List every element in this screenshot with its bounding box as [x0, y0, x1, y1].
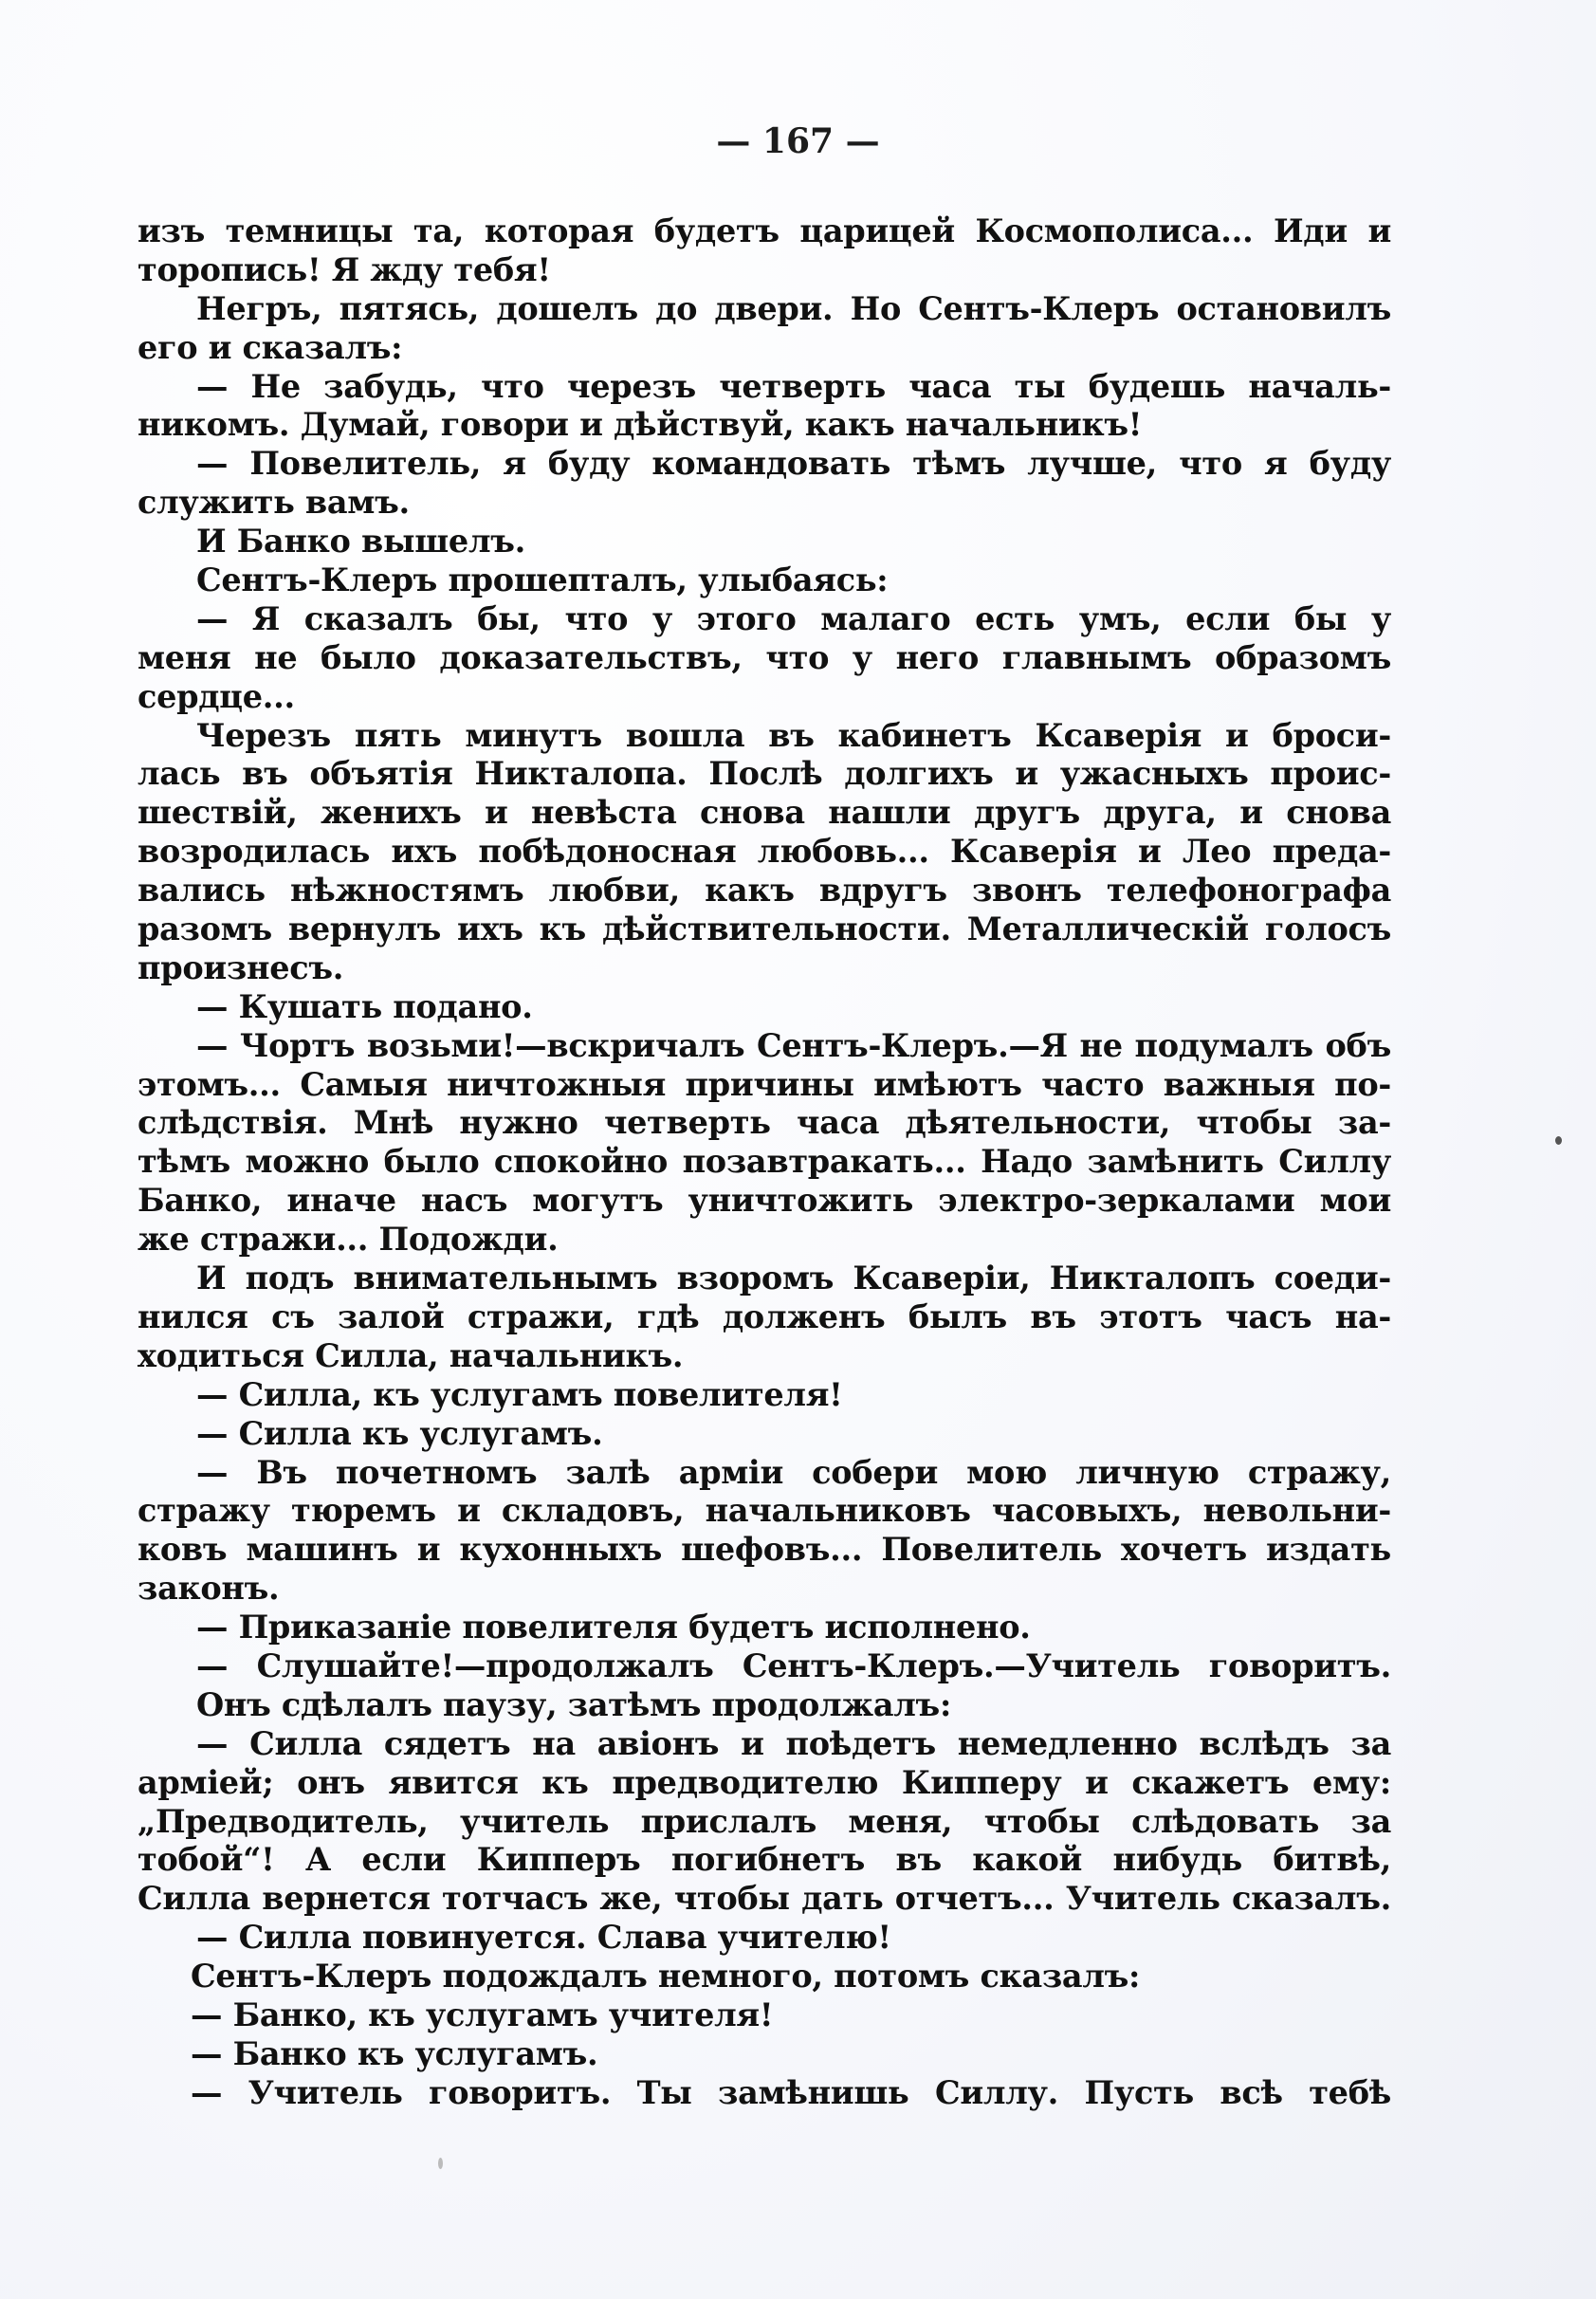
text-line: Черезъ пять минутъ вошла въ кабинетъ Ксаверія и броси- — [196, 716, 1391, 754]
text-line: вались нѣжностямъ любви, какъ вдругъ звонъ телефонографа — [138, 872, 1391, 910]
text-line: произнесъ. — [138, 948, 344, 986]
text-line: Негръ, пятясь, дошелъ до двери. Но Сентъ-Клеръ остановилъ — [196, 289, 1391, 327]
text-line: Сентъ-Клеръ прошепталъ, улыбаясь: — [196, 561, 889, 599]
text-line: — Не забудь, что черезъ четверть часа ты будешь началь- — [196, 367, 1391, 405]
text-line: Банко, иначе насъ могутъ уничтожить электро-зеркалами мои — [138, 1182, 1391, 1220]
text-line: нился съ залой стражи, гдѣ долженъ былъ въ этотъ часъ на- — [138, 1297, 1391, 1335]
text-line: сердце... — [138, 677, 295, 715]
text-line: стражу тюремъ и складовъ, начальниковъ часовыхъ, невольни- — [138, 1492, 1391, 1530]
text-line: ковъ машинъ и кухонныхъ шефовъ... Повелитель хочетъ издать — [138, 1531, 1391, 1569]
text-line: тѣмъ можно было спокойно позавтракать... Надо замѣнить Силлу — [138, 1143, 1391, 1181]
page-number: — 167 — — [716, 121, 880, 161]
text-line: торопись! Я жду тебя! — [138, 250, 551, 288]
text-line: возродилась ихъ побѣдоносная любовь... Ксаверія и Лео преда- — [138, 833, 1391, 871]
text-line: И подъ внимательнымъ взоромъ Ксаверіи, Никталопъ соеди- — [196, 1260, 1391, 1297]
text-line: Онъ сдѣлалъ паузу, затѣмъ продолжалъ: — [196, 1685, 952, 1723]
text-line: изъ темницы та, которая будетъ царицей Космополиса... Иди и — [138, 212, 1391, 249]
scan-speck — [438, 2158, 443, 2169]
text-line: — Силла сядетъ на авіонъ и поѣдетъ немедленно вслѣдъ за — [196, 1724, 1391, 1762]
text-line: разомъ вернулъ ихъ къ дѣйствительности. Металлическій голосъ — [138, 910, 1391, 948]
text-line: законъ. — [138, 1570, 280, 1608]
text-line: — Банко къ услугамъ. — [191, 2034, 598, 2072]
text-line: никомъ. Думай, говори и дѣйствуй, какъ начальникъ! — [138, 406, 1143, 444]
text-line: Силла вернется тотчасъ же, чтобы дать отчетъ... Учитель сказалъ. — [138, 1880, 1391, 1918]
text-line: этомъ... Самыя ничтожныя причины имѣютъ часто важныя по- — [138, 1065, 1391, 1103]
text-line: Сентъ-Клеръ подождалъ немного, потомъ сказалъ: — [191, 1958, 1141, 1996]
text-line: — Силла, къ услугамъ повелителя! — [196, 1375, 843, 1413]
text-line: меня не было доказательствъ, что у него главнымъ образомъ — [138, 638, 1391, 676]
text-line: — Учитель говоритъ. Ты замѣнишь Силлу. Пусть всѣ тебѣ — [191, 2073, 1391, 2111]
text-line: служить вамъ. — [138, 484, 410, 522]
text-line: — Въ почетномъ залѣ арміи собери мою личную стражу, — [196, 1453, 1391, 1491]
text-line: же стражи... Подожди. — [138, 1221, 559, 1259]
text-line: — Повелитель, я буду командовать тѣмъ лучше, что я буду — [196, 445, 1391, 483]
text-line: — Я сказалъ бы, что у этого малаго есть умъ, если бы у — [196, 599, 1391, 637]
text-line: — Силла повинуется. Слава учителю! — [196, 1919, 891, 1957]
text-line: — Силла къ услугамъ. — [196, 1414, 603, 1452]
text-line: — Кушать подано. — [196, 987, 533, 1025]
text-line: И Банко вышелъ. — [196, 523, 526, 561]
text-line: — Слушайте!—продолжалъ Сентъ-Клеръ.—Учитель говоритъ. — [196, 1646, 1391, 1684]
text-line: лась въ объятія Никталопа. Послѣ долгихъ и ужасныхъ проис- — [138, 755, 1391, 793]
body-text — [138, 212, 1391, 2113]
text-line: его и сказалъ: — [138, 328, 403, 366]
text-line: ходиться Силла, начальникъ. — [138, 1336, 684, 1374]
text-line: — Приказаніе повелителя будетъ исполнено. — [196, 1609, 1031, 1646]
text-line: шествій, женихъ и невѣста снова нашли другъ друга, и снова — [138, 794, 1391, 832]
text-line: тобой“! А если Кипперъ погибнетъ въ какой нибудь битвѣ, — [138, 1841, 1391, 1879]
text-line: „Предводитель, учитель прислалъ меня, чтобы слѣдовать за — [138, 1802, 1391, 1840]
text-line: — Чортъ возьми!—вскричалъ Сентъ-Клеръ.—Я не подумалъ объ — [196, 1026, 1391, 1064]
scan-speck — [1555, 1136, 1562, 1145]
text-line: арміей; онъ явится къ предводителю Кипперу и скажетъ ему: — [138, 1763, 1391, 1801]
text-line: — Банко, къ услугамъ учителя! — [191, 1996, 774, 2033]
text-line: слѣдствія. Мнѣ нужно четверть часа дѣятельности, чтобы за- — [138, 1104, 1391, 1142]
